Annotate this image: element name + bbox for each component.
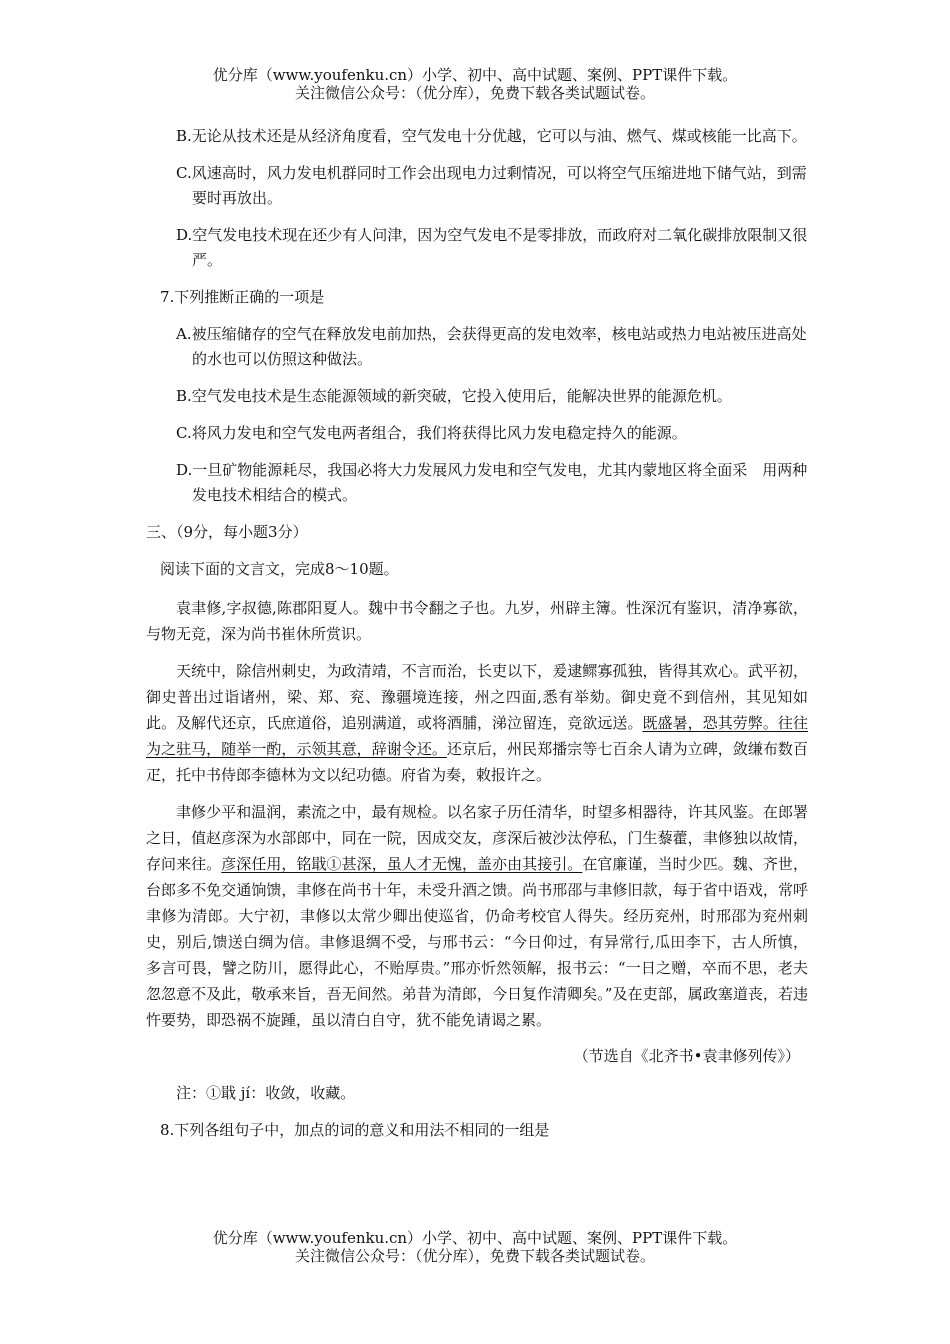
header-line-1: 优分库（www.youfenku.cn）小学、初中、高中试题、案例、PPT课件下载。 <box>212 66 738 84</box>
q7-option-b: B.空气发电技术是生态能源领域的新突破，它投入使用后，能解决世界的能源危机。 <box>176 387 732 405</box>
q7-option-a: A.被压缩储存的空气在释放发电前加热，会获得更高的发电效率，核电站或热力电站被压进高处的水也可以仿照这种做法。 <box>176 325 807 368</box>
q6-option-d: D.空气发电技术现在还少有人问津，因为空气发电不是零排放，而政府对二氧化碳排放限制又很严。 <box>176 226 808 269</box>
footer-line-2: 关注微信公众号：（优分库），免费下载各类试题试卷。 <box>294 1247 655 1265</box>
page-header <box>0 66 950 102</box>
passage-source: （节选自《北齐书•袁聿修列传》） <box>573 1047 800 1065</box>
q6-option-c: C.风速高时，风力发电机群同时工作会出现电力过剩情况，可以将空气压缩进地下储气站，到需要时再放出。 <box>176 164 807 207</box>
paragraph-2-underlined-sentence: 既盛暑，恐其劳弊。往往为之驻马，随举一酌，示领其意，辞谢令还。 <box>146 714 808 758</box>
passage-paragraph-1: 袁聿修,字叔德,陈郡阳夏人。魏中书令翻之子也。九岁，州辟主簿。性深沉有鉴识，清净寡欲，与物无竞，深为尚书崔休所赏识。 <box>146 599 808 643</box>
header-line-2: 关注微信公众号：（优分库），免费下载各类试题试卷。 <box>294 84 655 102</box>
section-3-intro: 阅读下面的文言文，完成8～10题。 <box>160 560 399 578</box>
paragraph-2-text-b: 还京后，州民郑播宗等七百余人请为立碑，敛缣布数百疋，托中书侍郎李德林为文以纪功德。府省为奏，敕报许之。 <box>146 740 808 784</box>
passage-paragraph-2 <box>146 658 808 788</box>
document-body <box>146 124 808 1155</box>
q8-stem: 8.下列各组句子中，加点的词的意义和用法不相同的一组是 <box>160 1121 550 1139</box>
q6-option-b: B.无论从技术还是从经济角度看，空气发电十分优越，它可以与油、燃气、煤或核能一比高下。 <box>176 127 807 145</box>
paragraph-3-text-b: 在官廉谨，当时少匹。魏、齐世，台郎多不免交通饷馈，聿修在尚书十年，未受升酒之馈。尚书邢邵与聿修旧款，每于省中语戏，常呼聿修为清郎。大宁初，聿修以太常少卿出使巡省，仍命考校官人得失。经历兖州，时邢邵为兖州刺史，别后,馈送白绸为信。聿修退绸不受，与邢书云：“今日仰过，有异常行,瓜田李下，古人所慎，多言可畏，譬之防川，愿得此心，不贻厚贵。”邢亦忻然领解，报书云：“一日之赠，卒而不思，老夫忽忽意不及此，敬承来旨，吾无间然。弟昔为清郎，今日复作清卿矣。”及在吏部，属政塞道丧，若违忤要势，即恐祸不旋踵，虽以清白自守，犹不能免请谒之累。 <box>146 855 808 1029</box>
paragraph-3-underlined-sentence: 彦深任用，铭戢①甚深，虽人才无愧，盖亦由其接引。 <box>221 855 583 873</box>
section-3-title: 三、（9分，每小题3分） <box>146 523 308 541</box>
q7-option-d: D.一旦矿物能源耗尽，我国必将大力发展风力发电和空气发电，尤其内蒙地区将全面采 用两种发电技术相结合的模式。 <box>176 461 808 504</box>
paragraph-2-text-a: 天统中，除信州刺史，为政清靖，不言而治，长吏以下，爰逮鳏寡孤独，皆得其欢心。武平初，御史普出过诣诸州，梁、郑、兖、豫疆境连接，州之四面,悉有举劾。御史竟不到信州，其见知如此。及解代还京，氏庶道俗，追别满道，或将酒脯，涕泣留连，竞欲远送。 <box>146 662 808 732</box>
passage-paragraph-3 <box>146 799 808 1033</box>
footer-line-1: 优分库（www.youfenku.cn）小学、初中、高中试题、案例、PPT课件下载。 <box>212 1229 738 1247</box>
paragraph-3-text-a: 聿修少平和温润，素流之中，最有规检。以名家子历任清华，时望多相器待，许其风鉴。在郎署之日，值赵彦深为水部郎中，同在一院，因成交友，彦深后被沙汰停私，门生藜藿，聿修独以故情，存问来往。 <box>146 803 808 873</box>
page-footer <box>0 1229 950 1265</box>
passage-note: 注：①戢 jí：收敛，收藏。 <box>176 1084 356 1102</box>
q7-option-c: C.将风力发电和空气发电两者组合，我们将获得比风力发电稳定持久的能源。 <box>176 424 687 442</box>
q7-stem: 7.下列推断正确的一项是 <box>160 288 325 306</box>
